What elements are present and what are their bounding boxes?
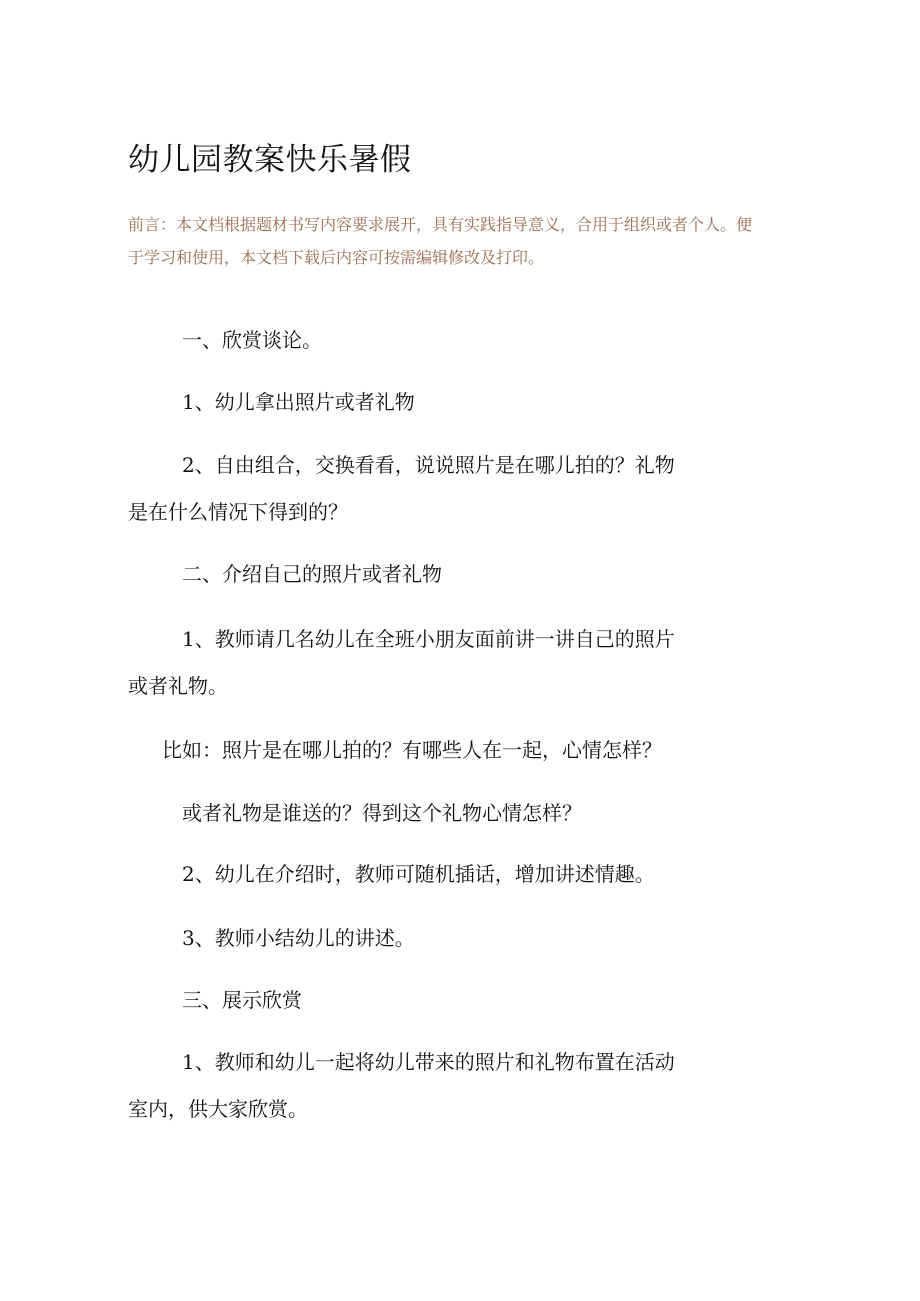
paragraph-3-1 [128,1048,675,1123]
preface-line-1: 前言：本文档根据题材书写内容要求展开，具有实践指导意义，合用于组织或者个人。便 [128,215,753,234]
paragraph-text: 三、展示欣赏 [182,988,302,1012]
paragraph-1-1 [182,388,415,416]
paragraph-text: 2、自由组合，交换看看，说说照片是在哪儿拍的？礼物 [182,453,675,477]
paragraph-continuation: 或者礼物。 [128,674,228,698]
paragraph-text: 3、教师小结幼儿的讲述。 [182,926,415,950]
paragraph-text: 1、教师和幼儿一起将幼儿带来的照片和礼物布置在活动 [182,1050,675,1074]
document-title: 幼儿园教案快乐暑假 [128,142,412,178]
section-heading-2 [182,560,442,588]
paragraph-text: 一、欣赏谈论。 [182,328,322,352]
paragraph-2-3 [182,924,415,952]
paragraph-1-2 [128,451,675,526]
paragraph-2-1 [128,625,675,700]
paragraph-2-2 [182,860,655,888]
paragraph-text: 或者礼物是谁送的？得到这个礼物心情怎样？ [182,801,582,825]
example-line-2 [182,799,582,827]
example-line-1 [162,736,662,764]
paragraph-text: 2、幼儿在介绍时，教师可随机插话，增加讲述情趣。 [182,862,655,886]
paragraph-continuation: 是在什么情况下得到的？ [128,500,348,524]
preface-text [128,208,798,274]
section-heading-3 [182,986,302,1014]
paragraph-text: 1、教师请几名幼儿在全班小朋友面前讲一讲自己的照片 [182,627,675,651]
preface-line-2: 于学习和使用，本文档下载后内容可按需编辑修改及打印。 [128,248,545,267]
paragraph-continuation: 室内，供大家欣赏。 [128,1097,308,1121]
section-heading-1 [182,326,322,354]
paragraph-text: 二、介绍自己的照片或者礼物 [182,562,442,586]
paragraph-text: 比如：照片是在哪儿拍的？有哪些人在一起，心情怎样？ [162,738,662,762]
paragraph-text: 1、幼儿拿出照片或者礼物 [182,390,415,414]
